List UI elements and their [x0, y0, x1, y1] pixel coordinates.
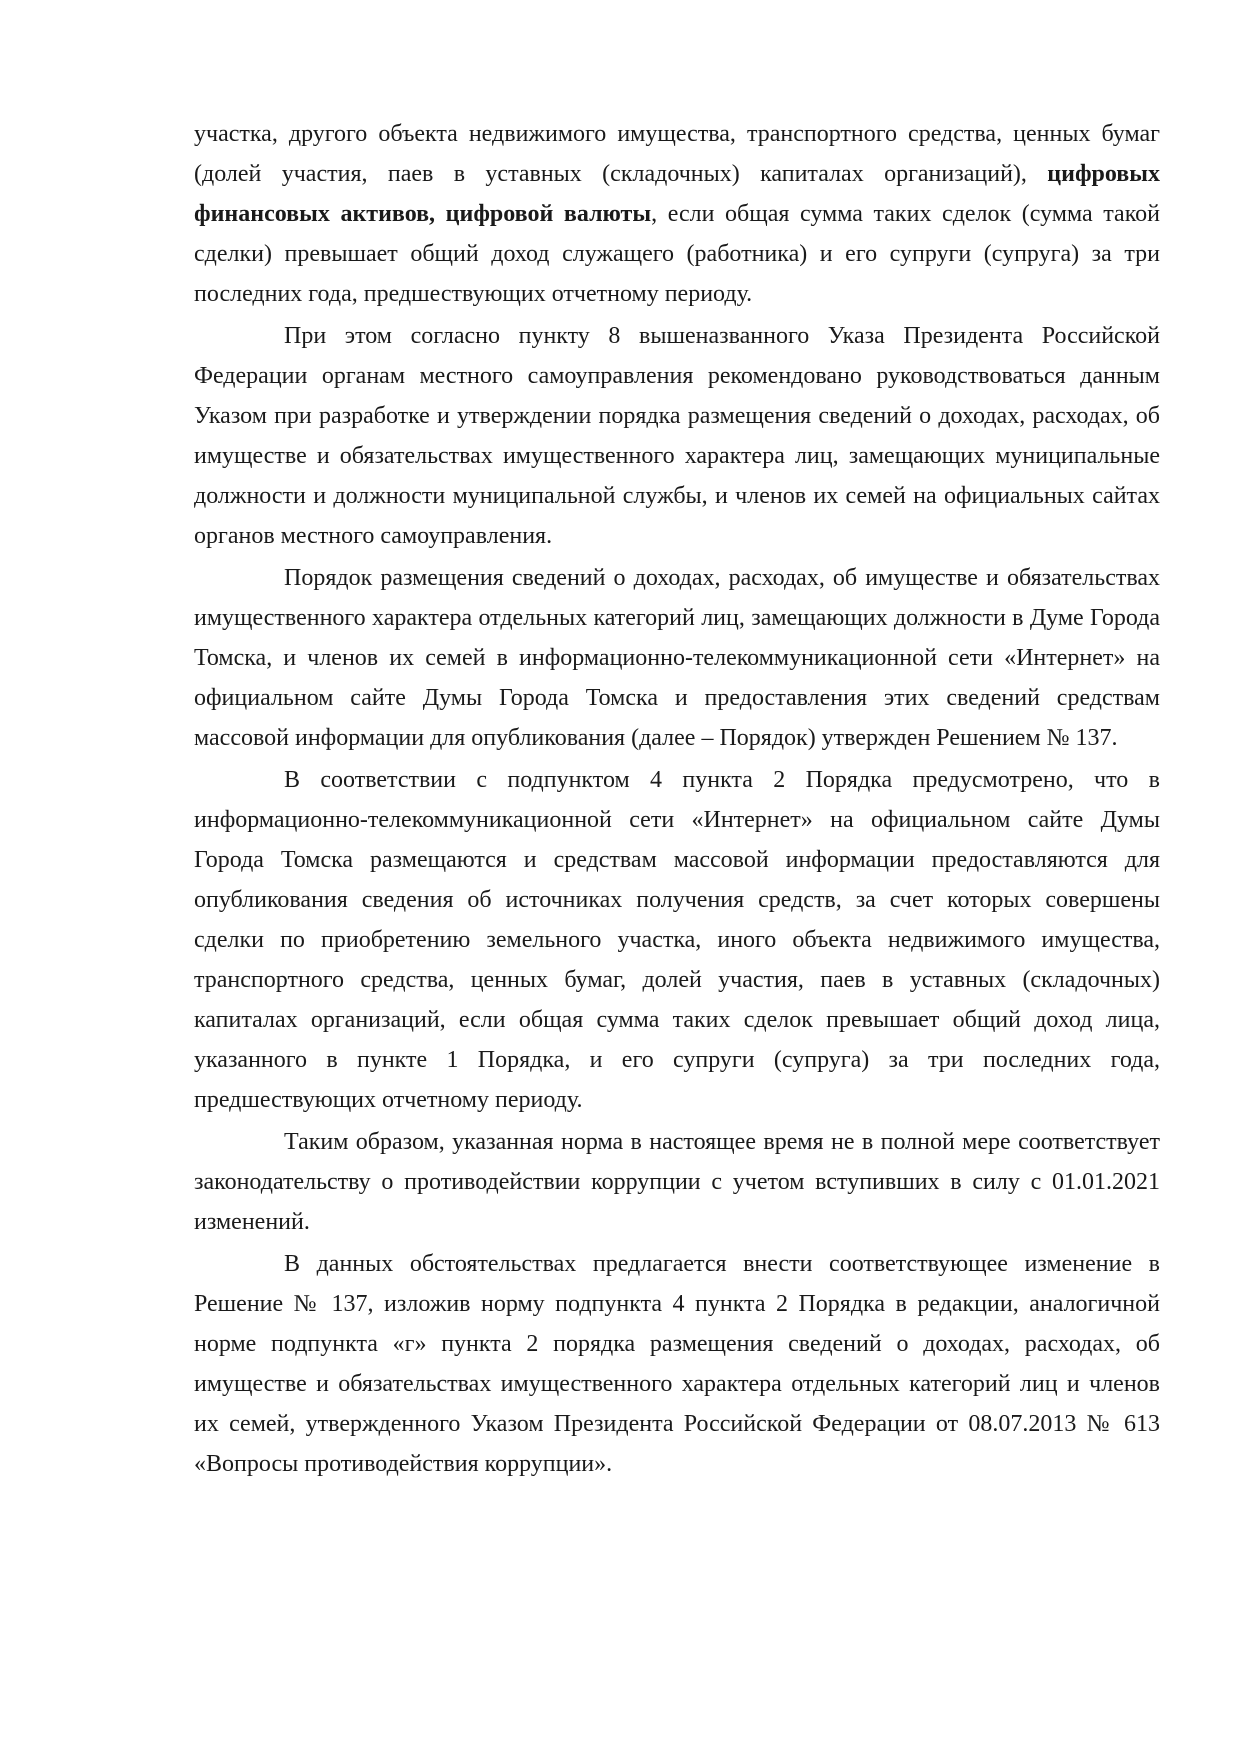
paragraph-4: В соответствии с подпунктом 4 пункта 2 Порядка предусмотрено, что в информационно-телекоммуникационной сети «Интернет» на официальном сайте Думы Города Томска размещаются и средствам массовой информации предоставляются для опубликования сведения об источниках получения средств, за счет которых совершены сделки по приобретению земельного участка, иного объекта недвижимого имущества, транспортного средства, ценных бумаг, долей участия, паев в уставных (складочных) капиталах организаций, если общая сумма таких сделок превышает общий доход лица, указанного в пункте 1 Порядка, и его супруги (супруга) за три последних года, предшествующих отчетному периоду. — [194, 767, 1160, 1113]
paragraph-5: Таким образом, указанная норма в настоящее время не в полной мере соответствует законодательству о противодействии коррупции с учетом вступивших в силу с 01.01.2021 изменений. — [194, 1129, 1160, 1235]
paragraph-2: При этом согласно пункту 8 вышеназванного Указа Президента Российской Федерации органам местного самоуправления рекомендовано руководствоваться данным Указом при разработке и утверждении порядка размещения сведений о доходах, расходах, об имуществе и обязательствах имущественного характера лиц, замещающих муниципальные должности и должности муниципальной службы, и членов их семей на официальных сайтах органов местного самоуправления. — [194, 323, 1160, 549]
paragraph-1-bold-text: цифровых финансовых активов, цифровой валюты — [194, 161, 1160, 227]
paragraph-1-text-end: , если общая сумма таких сделок (сумма такой сделки) превышает общий доход служащего (работника) и его супруги (супруга) за три последних года, предшествующих отчетному периоду. — [194, 201, 1160, 307]
paragraph-1-text-start: участка, другого объекта недвижимого имущества, транспортного средства, ценных бумаг (долей участия, паев в уставных (складочных) капиталах организаций), — [194, 121, 1160, 187]
paragraph-3: Порядок размещения сведений о доходах, расходах, об имуществе и обязательствах имущественного характера отдельных категорий лиц, замещающих должности в Думе Города Томска, и членов их семей в информационно-телекоммуникационной сети «Интернет» на официальном сайте Думы Города Томска и предоставления этих сведений средствам массовой информации для опубликования (далее – Порядок) утвержден Решением № 137. — [194, 565, 1160, 751]
document-body — [194, 114, 1160, 1484]
paragraph-6: В данных обстоятельствах предлагается внести соответствующее изменение в Решение № 137, изложив норму подпункта 4 пункта 2 Порядка в редакции, аналогичной норме подпункта «г» пункта 2 порядка размещения сведений о доходах, расходах, об имуществе и обязательствах имущественного характера отдельных категорий лиц и членов их семей, утвержденного Указом Президента Российской Федерации от 08.07.2013 № 613 «Вопросы противодействия коррупции». — [194, 1251, 1160, 1477]
paragraph-1 — [194, 114, 1160, 314]
